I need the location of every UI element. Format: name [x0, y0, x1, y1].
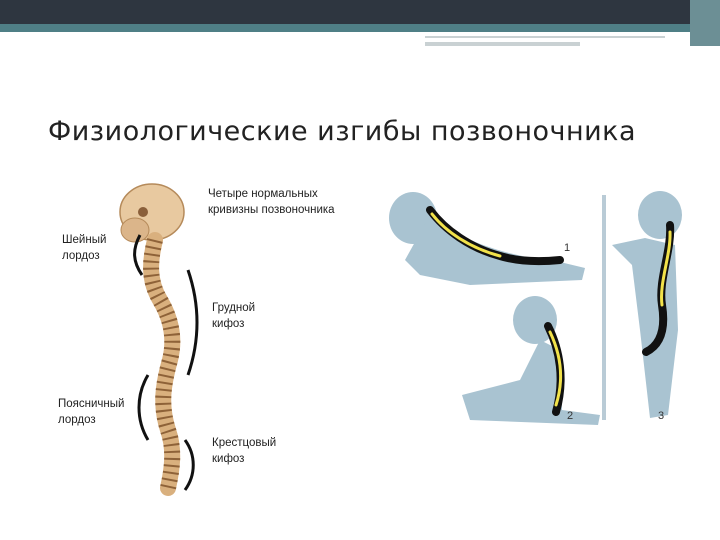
label-sacral-kyphosis: Крестцовый кифоз — [212, 437, 277, 465]
spine-header-label: Четыре нормальных кривизны позвоночника — [208, 188, 335, 216]
infant-sitting-figure — [462, 296, 600, 425]
label-lumbar-lordosis: Поясничный лордоз — [58, 398, 125, 426]
slide-title: Физиологические изгибы позвоночника — [48, 116, 637, 147]
label-cervical-lordosis: Шейный лордоз — [62, 234, 107, 262]
figure-number-1: 1 — [564, 242, 571, 254]
figure-number-3: 3 — [658, 410, 665, 422]
label-thoracic-kyphosis: Грудной кифоз — [212, 302, 256, 330]
child-standing-figure — [604, 191, 682, 420]
figure-number-2: 2 — [567, 410, 574, 422]
infant-lying-figure — [389, 192, 585, 285]
